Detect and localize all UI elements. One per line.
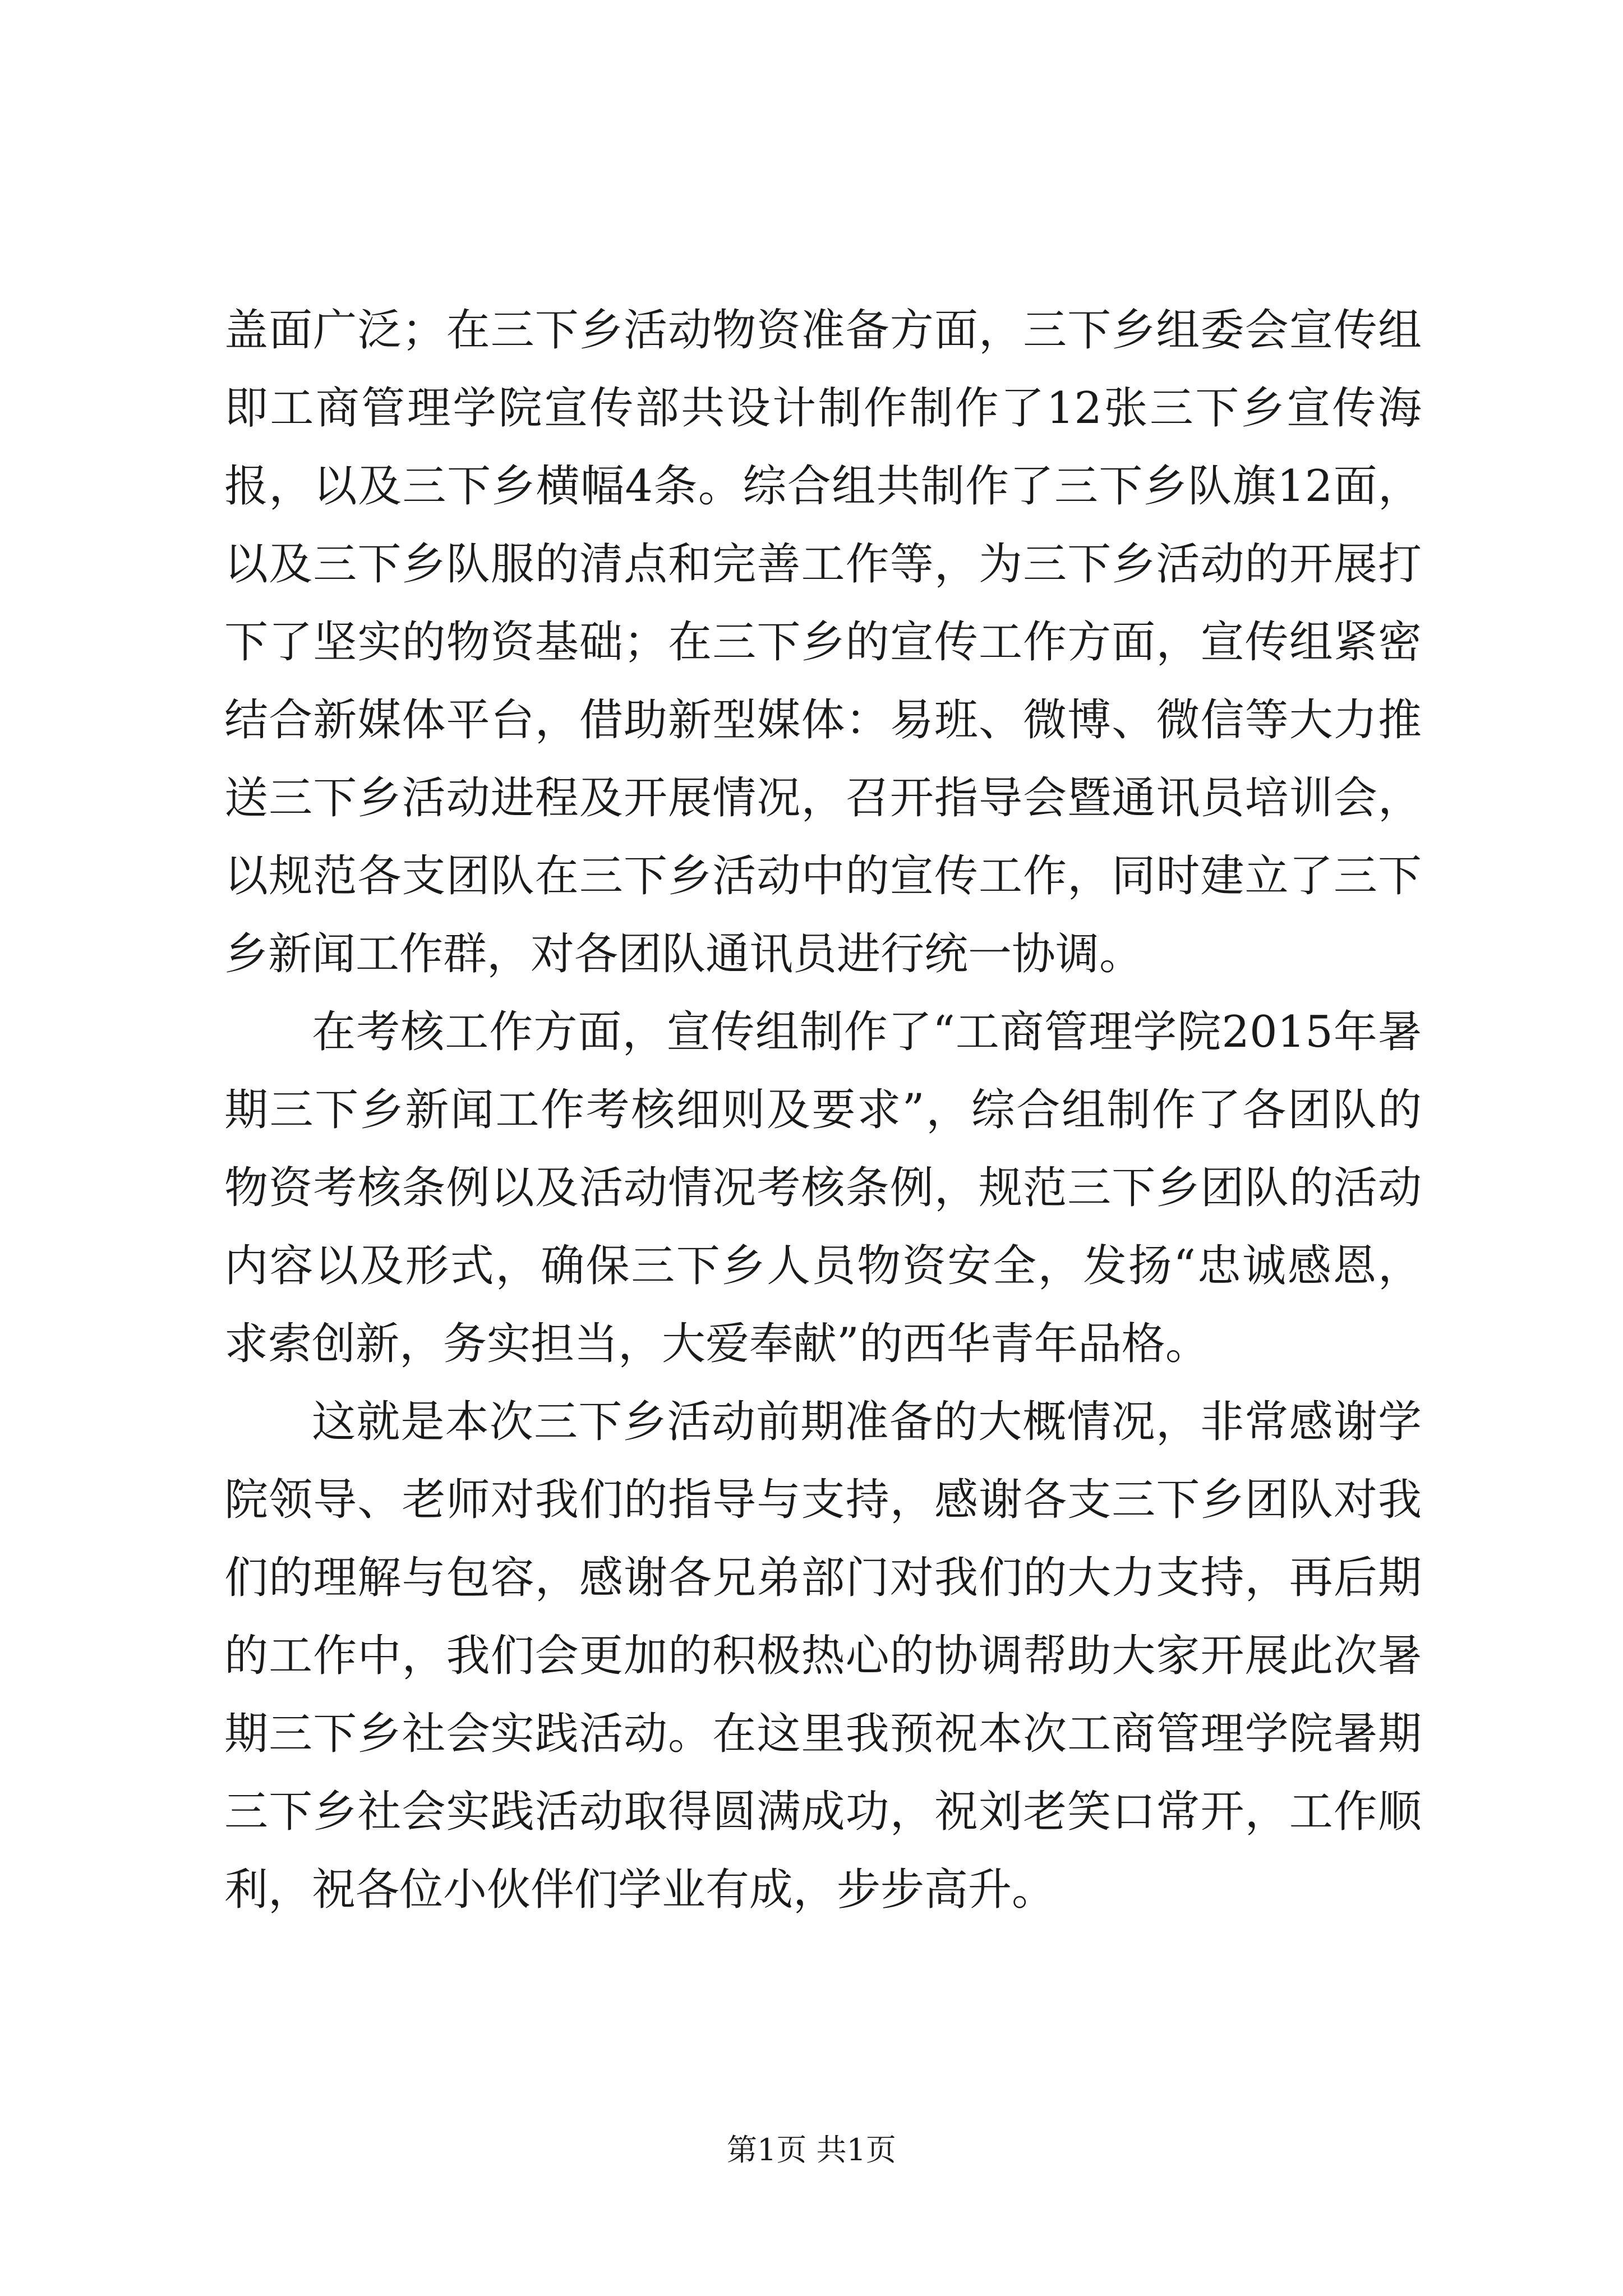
- paragraph-2: 在考核工作方面，宣传组制作了“工商管理学院2015年暑期三下乡新闻工作考核细则及要求”，综合组制作了各团队的物资考核条例以及活动情况考核条例，规范三下乡团队的活动内容以及形式，确保三下乡人员物资安全，发扬“忠诚感恩，求索创新，务实担当，大爱奉献”的西华青年品格。: [224, 1007, 1422, 1369]
- paragraph-1: 盖面广泛；在三下乡活动物资准备方面，三下乡组委会宣传组即工商管理学院宣传部共设计制作制作了12张三下乡宣传海报，以及三下乡横幅4条。综合组共制作了三下乡队旗12面，以及三下乡队服的清点和完善工作等，为三下乡活动的开展打下了坚实的物资基础；在三下乡的宣传工作方面，宣传组紧密结合新媒体平台，借助新型媒体：易班、微博、微信等大力推送三下乡活动进程及开展情况，召开指导会暨通讯员培训会，以规范各支团队在三下乡活动中的宣传工作，同时建立了三下乡新闻工作群，对各团队通讯员进行统一协调。: [224, 305, 1422, 979]
- paragraph-3: 这就是本次三下乡活动前期准备的大概情况，非常感谢学院领导、老师对我们的指导与支持，感谢各支三下乡团队对我们的理解与包容，感谢各兄弟部门对我们的大力支持，再后期的工作中，我们会更加的积极热心的协调帮助大家开展此次暑期三下乡社会实践活动。在这里我预祝本次工商管理学院暑期三下乡社会实践活动取得圆满成功，祝刘老笑口常开，工作顺利，祝各位小伙伴们学业有成，步步高升。: [224, 1397, 1422, 1915]
- page-number-label: 第1页 共1页: [727, 2132, 896, 2168]
- document-body: [224, 292, 1422, 1929]
- page-footer: [0, 2126, 1623, 2169]
